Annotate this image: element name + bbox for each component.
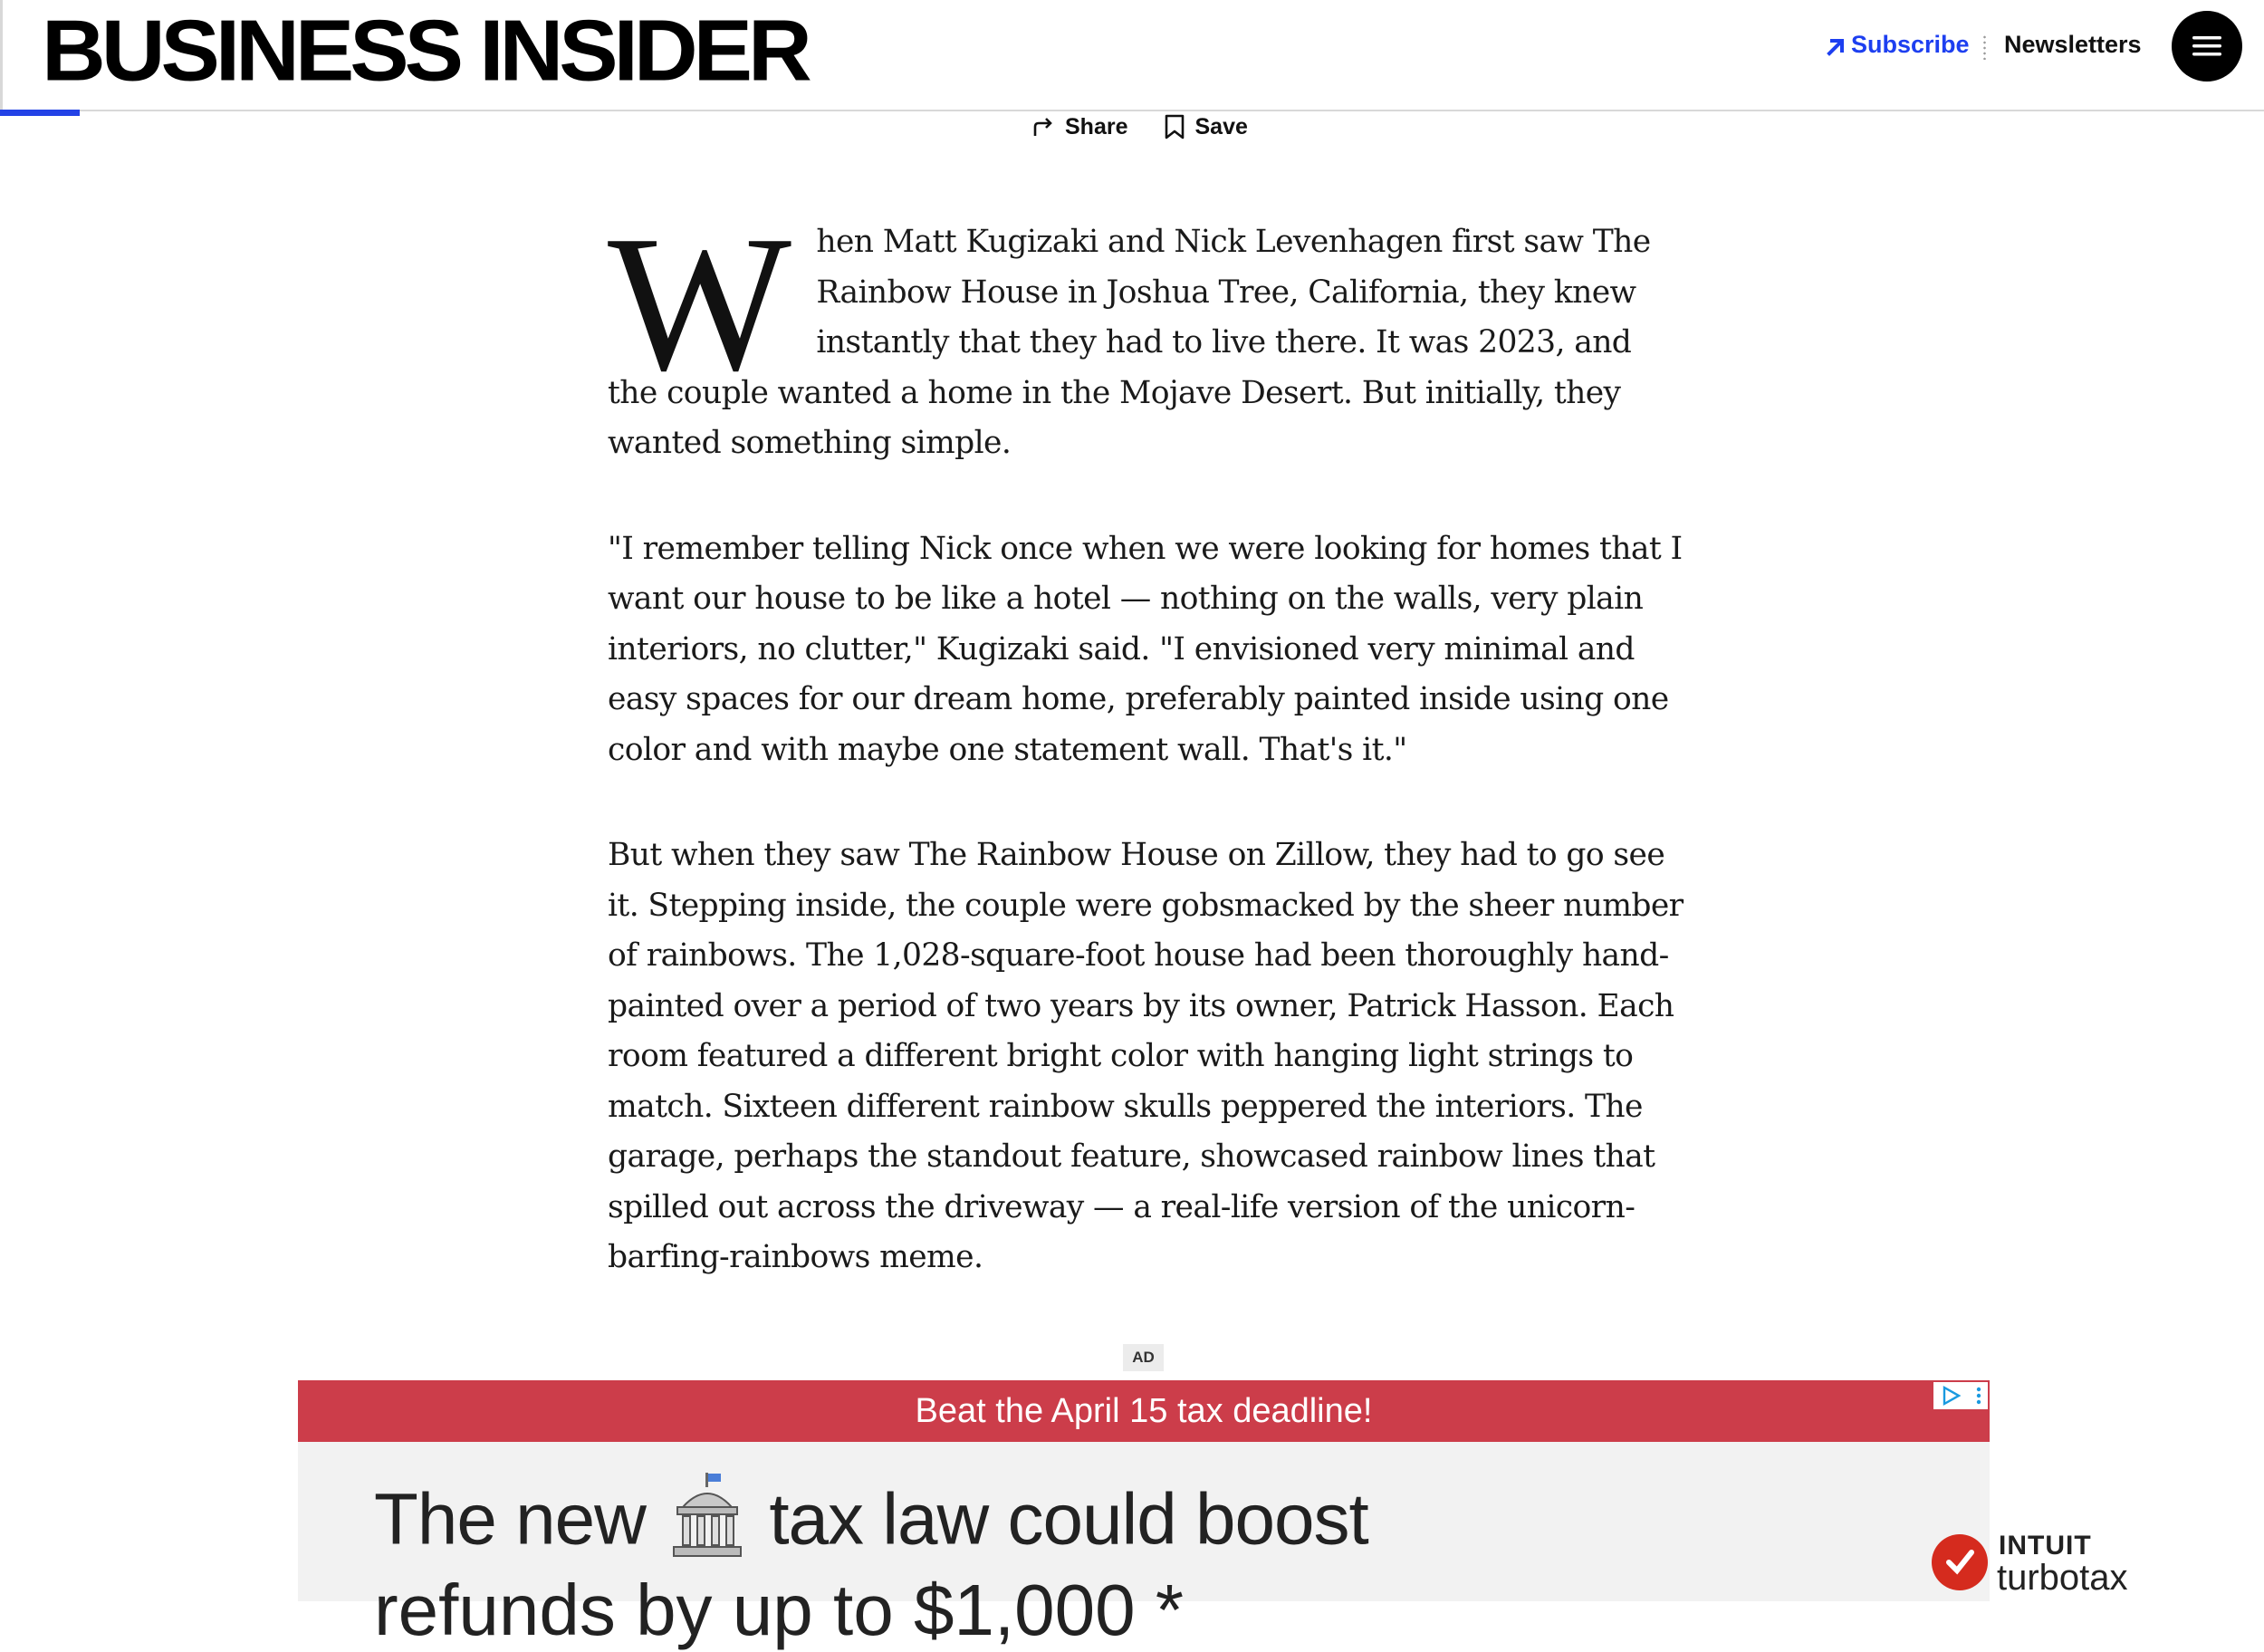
menu-button[interactable] [2172, 11, 2242, 82]
bookmark-icon [1164, 113, 1185, 140]
article-paragraph: "I remember telling Nick once when we were looking for homes that I want our house to be like a hotel — nothing on the walls, very plain interiors, no clutter," Kugizaki said. "I envisioned very minimal and easy spaces for our dream home, preferably painted inside using one color and with maybe one statement wall. That's it." [608, 530, 1683, 768]
share-button[interactable] [1031, 114, 1127, 140]
brand-turbotax: turbotax [1997, 1558, 2128, 1598]
article-paragraph: When Matt Kugizaki and Nick Levenhagen first saw The Rainbow House in Joshua Tree, California, they knew instantly that they had to live there. It was 2023, and the couple wanted a home in the Mojave Desert. But initially, they wanted something simple. [608, 195, 1651, 461]
ad-headline-line2: refunds by up to $1,000 * [374, 1570, 1184, 1650]
hamburger-icon [2192, 34, 2222, 58]
ad-banner[interactable]: Beat the April 15 tax deadline! [298, 1380, 1990, 1442]
advertisement[interactable] [298, 1380, 2128, 1650]
government-building-icon [670, 1471, 744, 1579]
brand-intuit: INTUIT [1999, 1531, 2092, 1561]
share-icon [1031, 114, 1056, 139]
arrow-up-right-icon [1826, 35, 1846, 55]
article-paragraph: But when they saw The Rainbow House on Zillow, they had to go see it. Stepping inside, the couple were gobsmacked by the sheer number of rainbows. The 1,028-square-foot house had been thoroughly hand-painted over a period of two years by its owner, Patrick Hasson. Each room featured a different bright color with hanging light strings to match. Sixteen different rainbow skulls peppered the interiors. The garage, perhaps the standout feature, showcased rainbow lines that spilled out across the driveway — a real-life version of the unicorn-barfing-rainbows meme. [608, 837, 1684, 1275]
drop-cap: W [608, 195, 791, 411]
article-body [608, 195, 1685, 1339]
ad-label: AD [1123, 1344, 1164, 1371]
save-button[interactable] [1164, 113, 1247, 140]
site-header [0, 0, 2264, 111]
turbotax-check-icon [1932, 1534, 1988, 1590]
subscribe-link[interactable] [1826, 31, 1970, 59]
header-divider [1983, 34, 1986, 60]
site-logo[interactable]: BUSINESS INSIDER [42, 1, 808, 99]
adchoices-icon [1941, 1385, 1962, 1407]
more-options-icon [1976, 1385, 1981, 1407]
header-edge [0, 0, 3, 111]
ad-headline: The new tax law could boost [374, 1471, 1368, 1579]
subscribe-label: Subscribe [1851, 31, 1970, 58]
reading-progress-bar [0, 110, 80, 116]
article-actions [1031, 110, 1248, 143]
ad-choices[interactable] [1933, 1382, 1988, 1409]
save-label: Save [1194, 113, 1248, 139]
share-label: Share [1065, 113, 1128, 139]
newsletters-link[interactable]: Newsletters [2004, 31, 2142, 58]
